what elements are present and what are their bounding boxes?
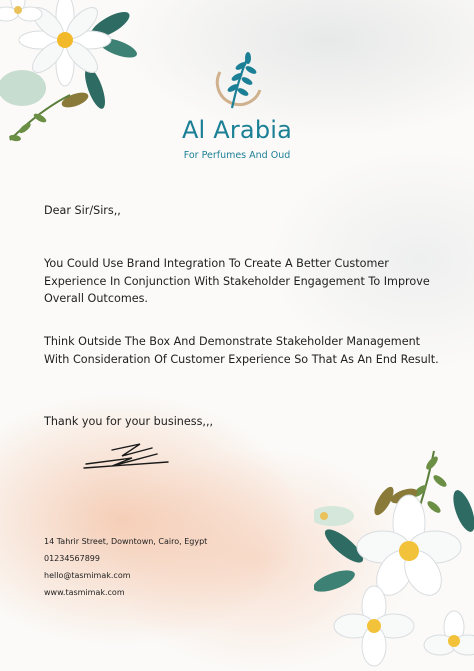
floral-decoration-bottom-right: [314, 441, 474, 671]
brand-name: Al Arabia: [181, 116, 293, 144]
contact-website: www.tasmimak.com: [44, 588, 125, 597]
contact-address: 14 Tahrir Street, Downtown, Cairo, Egypt: [44, 537, 208, 546]
letter-paragraph-1: You Could Use Brand Integration To Create A Better Customer Experience In Conjunction With Stakeholder Engagement To Improve Overall Outcomes.: [44, 257, 430, 305]
contact-email: hello@tasmimak.com: [44, 571, 131, 580]
brand-tagline: For Perfumes And Oud: [183, 150, 291, 161]
letter-closing: Thank you for your business,,,: [44, 415, 214, 428]
letter-paragraph-2: Think Outside The Box And Demonstrate Stakeholder Management With Consideration Of Customer Experience So That As An End Result.: [44, 335, 439, 366]
olive-branch-crescent-icon: [210, 50, 266, 114]
signature: [82, 436, 172, 472]
letter-greeting: Dear Sir/Sirs,,: [44, 204, 121, 217]
contact-phone: 01234567899: [44, 554, 100, 563]
